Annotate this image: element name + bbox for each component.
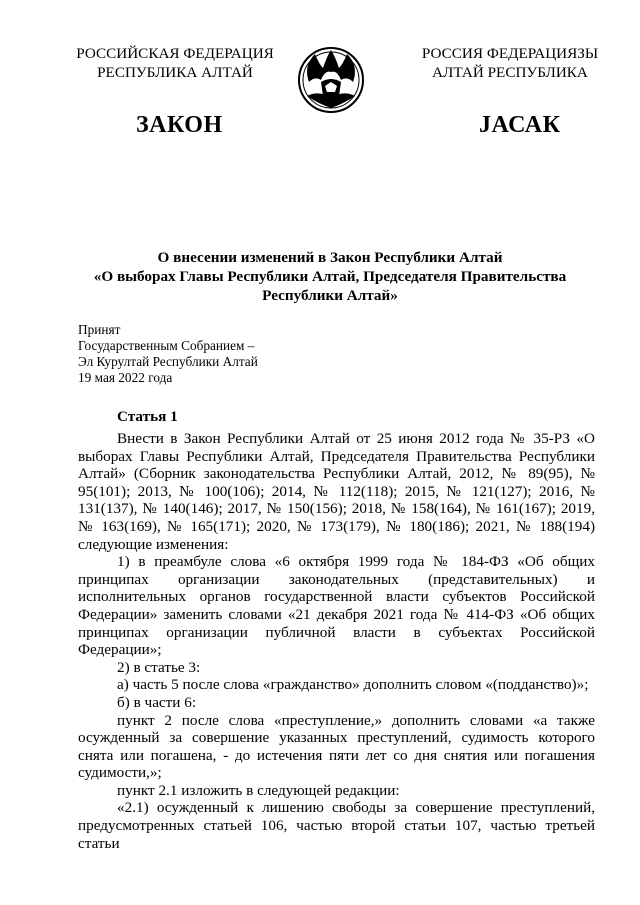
paragraph: Внести в Закон Республики Алтай от 25 июня 2012 года № 35-РЗ «О выборах Главы Республики Алтай, Председателя Правительства Республики Алтай» (Сборник законодательства Республики Алтай, 2012, № 89(95), № 95(101); 2013, № 100(106); 2014, № 112(118); 2015, № 121(127); 2016, № 131(137), № 140(146); 2017, № 150(156); 2018, № 158(164), № 161(167); 2019, № 163(169), № 165(171); 2020, № 173(179), № 180(186); 2021, № 188(194) следующие изменения: [78,430,595,553]
header-right-line-2: АЛТАЙ РЕСПУБЛИКА [432,64,588,81]
adoption-line-1: Принят [78,322,121,337]
header-right-line-1: РОССИЯ ФЕДЕРАЦИЯЗЫ [421,45,599,62]
header-left-line-2: РЕСПУБЛИКА АЛТАЙ [97,64,253,81]
title-line-3: Республики Алтай» [262,287,398,304]
paragraph: 1) в преамбуле слова «6 октября 1999 года № 184-ФЗ «Об общих принципах организации законодательных (представительных) и исполнительных органов государственной власти субъектов Российской Федерации» заменить словами «21 декабря 2021 года № 414-ФЗ «Об общих принципах организации публичной власти в субъектах Российской Федерации»; [78,553,595,659]
paragraph: б) в части 6: [117,693,197,711]
coat-of-arms-emblem [295,42,367,120]
paragraph: пункт 2 после слова «преступление,» дополнить словами «а также осужденный за совершение указанных преступлений, судимость которого снята или погашена, - до истечения пяти лет со дня снятия или погашения судимости,»; [78,711,595,782]
adoption-line-2: Государственным Собранием – [78,338,255,353]
header-left-line-1: РОССИЙСКАЯ ФЕДЕРАЦИЯ [76,45,274,62]
article-heading: Статья 1 [117,408,178,425]
adoption-date: 19 мая 2022 года [78,370,173,385]
article-body [78,430,595,852]
header-left [60,44,290,82]
header-right [405,44,615,82]
document-title [60,248,600,305]
law-title-russian: ЗАКОН [136,112,223,138]
adoption-info [78,322,258,386]
law-title-altai: ЈАСАК [479,112,561,138]
paragraph: пункт 2.1 изложить в следующей редакции: [117,781,400,799]
title-line-1: О внесении изменений в Закон Республики Алтай [157,249,503,266]
paragraph: а) часть 5 после слова «гражданство» дополнить словом «(подданство)»; [117,676,589,694]
paragraph: «2.1) осужденный к лишению свободы за совершение преступлений, предусмотренных статьей 106, частью второй статьи 107, частью третьей статьи [78,799,595,852]
title-line-2: «О выборах Главы Республики Алтай, Председателя Правительства [93,268,567,285]
adoption-line-3: Эл Курултай Республики Алтай [78,354,258,369]
paragraph: 2) в статье 3: [117,658,201,676]
